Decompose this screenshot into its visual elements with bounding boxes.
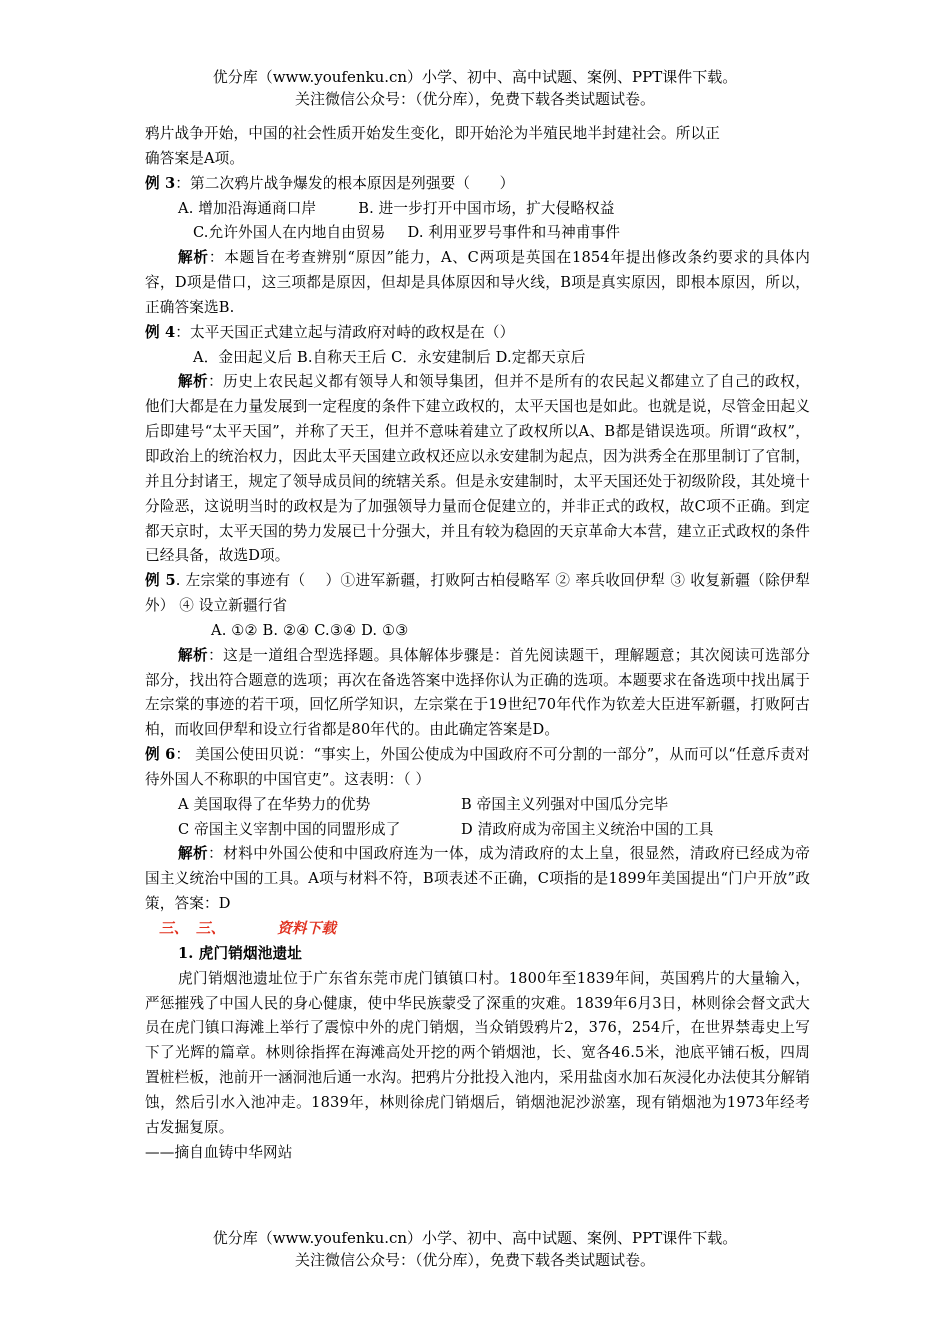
example-3-question: 例 3：第二次鸦片战争爆发的根本原因是列强要（ ）: [145, 174, 515, 192]
header-line-1: 优分库（www.youfenku.cn）小学、初中、高中试题、案例、PPT课件下载。: [212, 68, 738, 86]
footer-line-2: 关注微信公众号：（优分库），免费下载各类试题试卷。: [294, 1251, 655, 1269]
analysis-label: 解析: [178, 249, 209, 267]
option-b: B. 进一步打开中国市场，扩大侵略权益: [358, 199, 615, 217]
header-line-2: 关注微信公众号：（优分库），免费下载各类试题试卷。: [294, 90, 655, 108]
example-3-options-cd: [145, 221, 810, 246]
example-4-question: 例 4：太平天国正式建立起与清政府对峙的政权是在（）: [145, 323, 515, 341]
option-a: A. 增加沿海通商口岸: [178, 199, 317, 217]
example-6-question: 例 6： 美国公使田贝说：“事实上，外国公使成为中国政府不可分割的一部分”，从而可以“任意斥责对待外国人不称职的中国官吏”。这表明：（ ）: [145, 746, 810, 788]
example-4-label: 例 4: [145, 323, 176, 341]
option-c: C.允许外国人在内地自由贸易: [193, 224, 386, 242]
example-6-analysis: 解析：材料中外国公使和中国政府连为一体，成为清政府的太上皇，很显然，清政府已经成为帝国主义统治中国的工具。A项与材料不符，B项表述不正确，C项指的是1899年美国提出“门户开放”政策，答案：D: [145, 845, 810, 913]
example-6-label: 例 6: [145, 746, 176, 764]
page-footer: [0, 1227, 950, 1271]
item-1-text: 虎门销烟池遗址位于广东省东莞市虎门镇镇口村。1800年至1839年间，英国鸦片的大量输入，严惩摧残了中国人民的身心健康，使中华民族蒙受了深重的灾难。1839年6月3日，林则徐会督文武大员在虎门镇口海滩上举行了震惊中外的虎门销烟，当众销毁鸦片2，376，254斤，在世界禁毒史上写下了光辉的篇章。林则徐指挥在海滩高处开挖的两个销烟池，长、宽各46.5米，池底平铺石板，四周置桩栏板，池前开一涵洞池后通一水沟。把鸦片分批投入池内，采用盐卤水加石灰浸化办法使其分解销蚀，然后引水入池冲走。1839年，林则徐虎门销烟后，销烟池泥沙淤塞，现有销烟池为1973年经考古发掘复原。: [145, 969, 810, 1136]
example-6-options-ab: [145, 793, 810, 818]
item-1-title: 1. 虎门销烟池遗址: [178, 944, 302, 962]
item-1-source: ——摘自血铸中华网站: [145, 1143, 293, 1161]
example-5-question: 例 5. 左宗棠的事迹有（ ）①进军新疆，打败阿古柏侵略军 ② 率兵收回伊犁 ③ 收复新疆（除伊犁外） ④ 设立新疆行省: [145, 572, 810, 615]
example-3-options-ab: [145, 197, 810, 222]
example-5-label: 例 5: [145, 572, 176, 590]
analysis-label: 解析: [178, 646, 209, 664]
document-body: [145, 122, 810, 1165]
example-4-options: A．金田起义后 B.自称天王后 C．永安建制后 D.定都天京后: [193, 348, 586, 366]
analysis-label: 解析: [178, 845, 209, 863]
intro-line-1: 鸦片战争开始，中国的社会性质开始发生变化，即开始沦为半殖民地半封建社会。所以正: [145, 125, 721, 142]
page-header: [0, 66, 950, 110]
example-3-label: 例 3: [145, 174, 176, 192]
example-4-analysis: 解析：历史上农民起义都有领导人和领导集团，但并不是所有的农民起义都建立了自己的政权，他们大都是在力量发展到一定程度的条件下建立政权的，太平天国也是如此。也就是说，尽管金田起义后即建号“太平天国”，并称了天王，但并不意味着建立了政权所以A、B都是错误选项。所谓“政权”，即政治上的统治权力，因此太平天国建立政权还应以永安建制为起点，因为洪秀全在那里制订了官制，并且分封诸王，规定了领导成员间的统辖关系。但是永安建制时，太平天国还处于初级阶段，其处境十分险恶，这说明当时的政权是为了加强领导力量而仓促建立的，并非正式的政权，故C项不正确。到定都天京时，太平天国的势力发展已十分强大，并且有较为稳固的天京革命大本营，建立正式政权的条件已经具备，故选D项。: [145, 373, 810, 565]
example-5-options: A. ①② B. ②④ C.③④ D. ①③: [211, 621, 409, 639]
section-3-heading: 三、 三、 资料下载: [159, 920, 337, 937]
footer-line-1: 优分库（www.youfenku.cn）小学、初中、高中试题、案例、PPT课件下载。: [212, 1229, 738, 1247]
intro-line-2: 确答案是A项。: [145, 149, 245, 167]
example-5-analysis: 解析：这是一道组合型选择题。具体解体步骤是：首先阅读题干，理解题意；其次阅读可选部分部分，找出符合题意的选项；再次在备选答案中选择你认为正确的选项。本题要求在备选项中找出属于左宗棠的事迹的若干项，回忆所学知识，左宗棠在于19世纪70年代作为钦差大臣进军新疆，打败阿古柏，而收回伊犁和设立行省都是80年代的。由此确定答案是D。: [145, 646, 810, 739]
option-b: B 帝国主义列强对中国瓜分完毕: [461, 795, 669, 813]
example-3-analysis: 解析：本题旨在考查辨别“原因”能力，A、C两项是英国在1854年提出修改条约要求的具体内容，D项是借口，这三项都是原因，但却是具体原因和导火线，B项是真实原因，即根本原因，所以，正确答案选B.: [145, 249, 810, 316]
option-d: D 清政府成为帝国主义统治中国的工具: [461, 820, 714, 838]
option-a: A 美国取得了在华势力的优势: [178, 795, 371, 813]
option-d: D. 利用亚罗号事件和马神甫事件: [407, 224, 621, 242]
example-6-options-cd: [145, 818, 810, 843]
option-c: C 帝国主义宰割中国的同盟形成了: [178, 820, 401, 838]
analysis-label: 解析: [178, 373, 209, 391]
